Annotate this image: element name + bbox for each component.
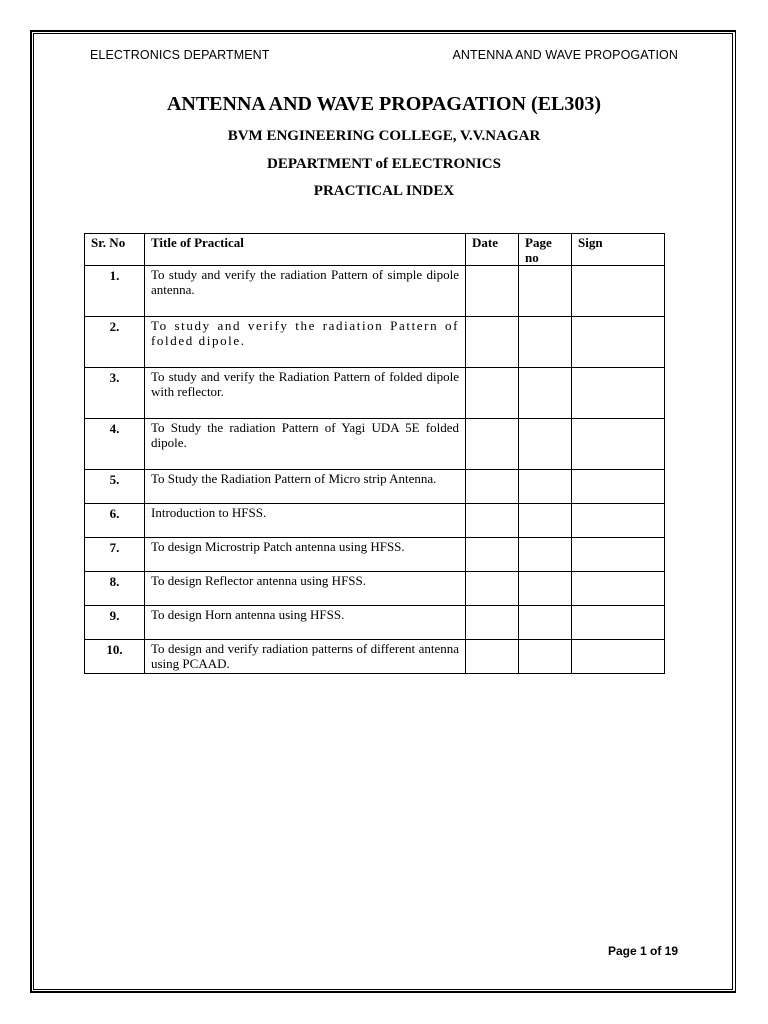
- date-cell: [466, 266, 519, 317]
- sr-no-cell: 2.: [85, 317, 145, 368]
- practical-title-cell: To Study the Radiation Pattern of Micro strip Antenna.: [145, 470, 466, 504]
- page-no-cell: [519, 538, 572, 572]
- sign-cell: [572, 368, 665, 419]
- practical-index-table: [84, 233, 665, 674]
- date-cell: [466, 640, 519, 674]
- practical-title-cell: To design and verify radiation patterns of different antenna using PCAAD.: [145, 640, 466, 674]
- sr-no-cell: 7.: [85, 538, 145, 572]
- practical-title-cell: To study and verify the radiation Pattern of folded dipole.: [145, 317, 466, 368]
- table-row: [85, 538, 665, 572]
- table-row: [85, 606, 665, 640]
- date-cell: [466, 419, 519, 470]
- sign-cell: [572, 606, 665, 640]
- table-header-row: [85, 234, 665, 266]
- running-header-left: ELECTRONICS DEPARTMENT: [90, 48, 270, 62]
- practical-title-cell: To design Horn antenna using HFSS.: [145, 606, 466, 640]
- page-number: Page 1 of 19: [607, 944, 678, 958]
- page-no-cell: [519, 640, 572, 674]
- date-cell: [466, 504, 519, 538]
- practical-title-cell: To design Microstrip Patch antenna using HFSS.: [145, 538, 466, 572]
- page-no-cell: [519, 606, 572, 640]
- college-name: BVM ENGINEERING COLLEGE, V.V.NAGAR: [227, 128, 541, 144]
- col-header-page-no: Page no: [519, 234, 572, 266]
- sr-no-cell: 3.: [85, 368, 145, 419]
- sr-no-cell: 4.: [85, 419, 145, 470]
- sign-cell: [572, 266, 665, 317]
- page-no-cell: [519, 504, 572, 538]
- col-header-title: Title of Practical: [145, 234, 466, 266]
- page-no-cell: [519, 368, 572, 419]
- table-row: [85, 470, 665, 504]
- sr-no-cell: 9.: [85, 606, 145, 640]
- date-cell: [466, 606, 519, 640]
- date-cell: [466, 538, 519, 572]
- sign-cell: [572, 470, 665, 504]
- practical-title-cell: Introduction to HFSS.: [145, 504, 466, 538]
- table-row: [85, 419, 665, 470]
- sr-no-cell: 10.: [85, 640, 145, 674]
- index-heading: PRACTICAL INDEX: [313, 183, 455, 199]
- sign-cell: [572, 317, 665, 368]
- col-header-date: Date: [466, 234, 519, 266]
- date-cell: [466, 470, 519, 504]
- page-no-cell: [519, 317, 572, 368]
- sign-cell: [572, 538, 665, 572]
- practical-title-cell: To Study the radiation Pattern of Yagi UDA 5E folded dipole.: [145, 419, 466, 470]
- table-row: [85, 317, 665, 368]
- page-no-cell: [519, 419, 572, 470]
- department-name: DEPARTMENT of ELECTRONICS: [267, 156, 501, 172]
- running-header-right: ANTENNA AND WAVE PROPOGATION: [452, 48, 678, 62]
- sign-cell: [572, 572, 665, 606]
- page-no-cell: [519, 572, 572, 606]
- date-cell: [466, 317, 519, 368]
- table-row: [85, 640, 665, 674]
- practical-title-cell: To design Reflector antenna using HFSS.: [145, 572, 466, 606]
- document-title: ANTENNA AND WAVE PROPAGATION (EL303): [166, 93, 602, 115]
- table-row: [85, 368, 665, 419]
- col-header-sr-no: Sr. No: [85, 234, 145, 266]
- sr-no-cell: 6.: [85, 504, 145, 538]
- sign-cell: [572, 504, 665, 538]
- sign-cell: [572, 419, 665, 470]
- sr-no-cell: 8.: [85, 572, 145, 606]
- page-no-cell: [519, 266, 572, 317]
- sign-cell: [572, 640, 665, 674]
- table-row: [85, 504, 665, 538]
- table-row: [85, 572, 665, 606]
- date-cell: [466, 368, 519, 419]
- col-header-sign: Sign: [572, 234, 665, 266]
- sr-no-cell: 5.: [85, 470, 145, 504]
- sr-no-cell: 1.: [85, 266, 145, 317]
- table-row: [85, 266, 665, 317]
- page-no-cell: [519, 470, 572, 504]
- practical-title-cell: To study and verify the Radiation Pattern of folded dipole with reflector.: [145, 368, 466, 419]
- practical-title-cell: To study and verify the radiation Pattern of simple dipole antenna.: [145, 266, 466, 317]
- date-cell: [466, 572, 519, 606]
